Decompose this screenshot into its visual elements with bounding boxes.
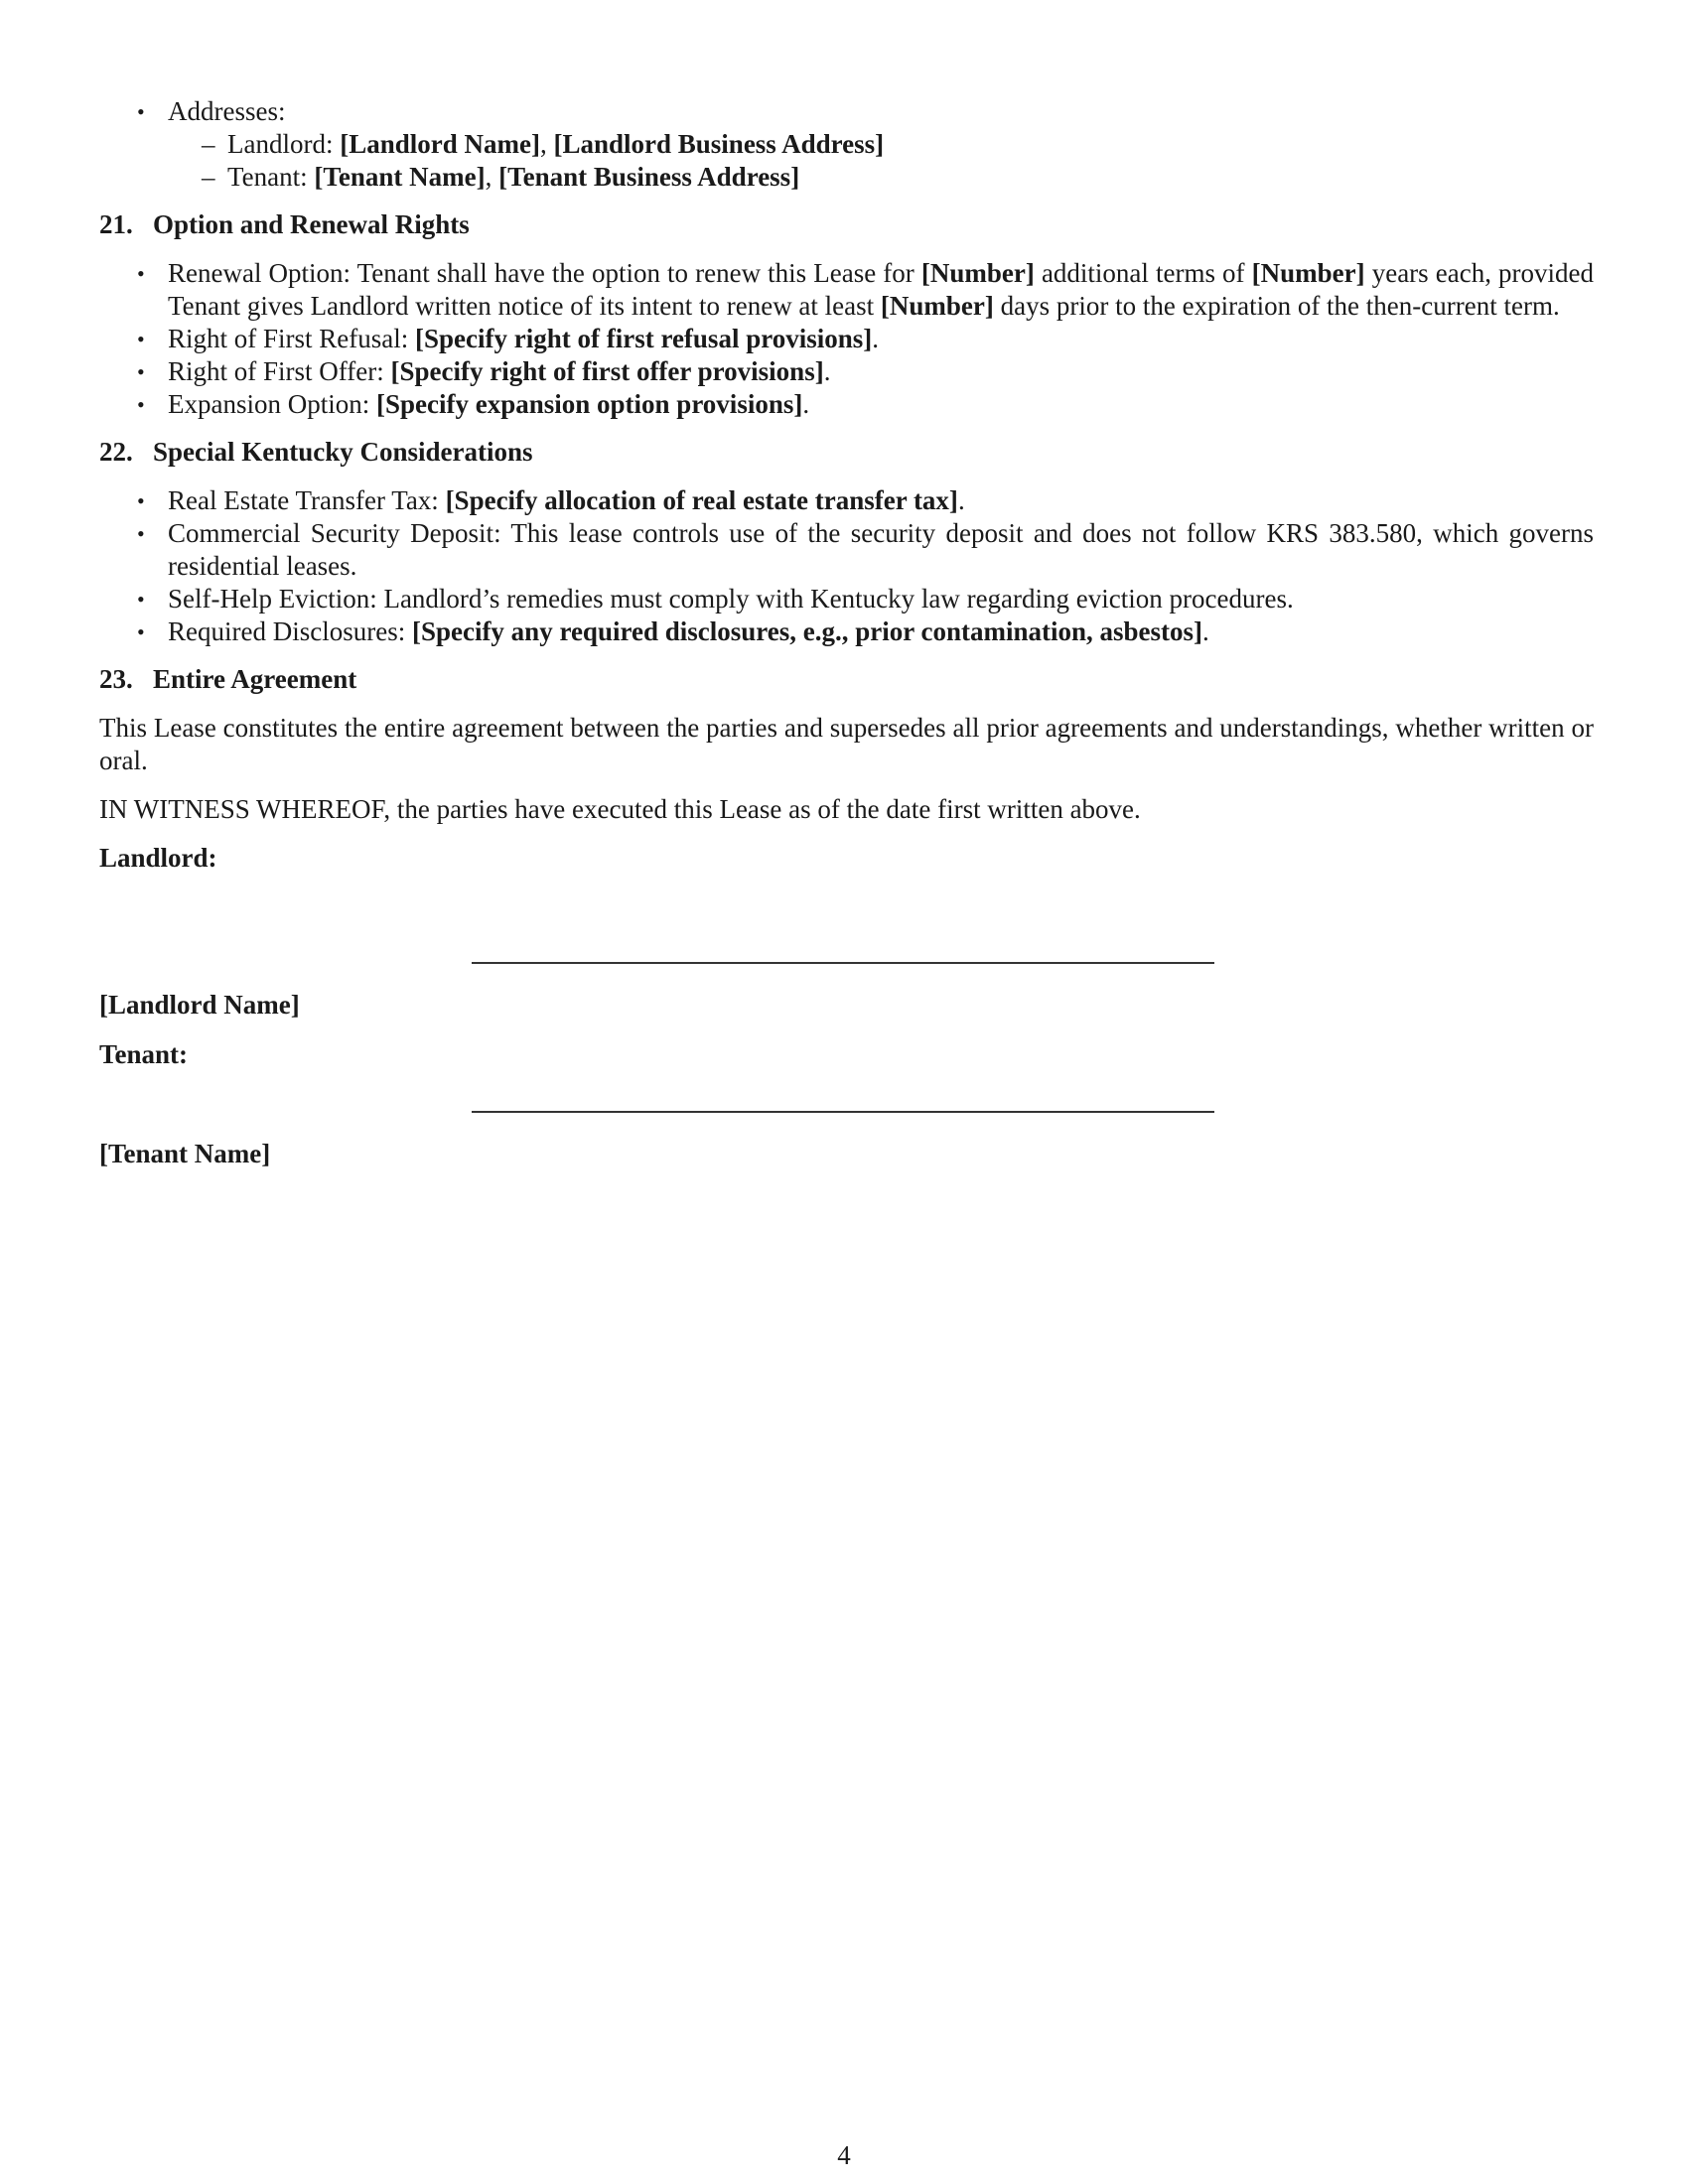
section-21-title: Option and Renewal Rights xyxy=(153,209,470,239)
tenant-address-prefix: Tenant: xyxy=(227,162,315,192)
number-placeholder: [Number] xyxy=(880,291,994,321)
landlord-signature-block xyxy=(99,989,300,1071)
tenant-name-placeholder: [Tenant Name] xyxy=(314,162,486,192)
section-23-heading xyxy=(99,663,1594,696)
addresses-item xyxy=(99,95,1594,194)
period: . xyxy=(957,485,965,515)
landlord-signature-line xyxy=(472,962,1214,964)
landlord-name-text: [Landlord Name] xyxy=(99,990,300,1020)
section-23-title: Entire Agreement xyxy=(153,664,357,694)
section-22-title: Special Kentucky Considerations xyxy=(153,437,533,467)
section-21-list xyxy=(99,257,1594,421)
section-21-number: 21. xyxy=(99,209,133,239)
tenant-name-text: [Tenant Name] xyxy=(99,1139,271,1168)
renewal-option-item xyxy=(99,257,1594,323)
period: . xyxy=(823,356,831,386)
landlord-signature-label xyxy=(99,842,1594,875)
tenant-signature-label xyxy=(99,1038,300,1071)
transfer-tax-placeholder: [Specify allocation of real estate transfer tax] xyxy=(445,485,958,515)
separator: , xyxy=(485,162,499,192)
first-offer-item xyxy=(99,355,1594,388)
first-offer-placeholder: [Specify right of first offer provisions] xyxy=(390,356,824,386)
number-placeholder: [Number] xyxy=(1251,258,1365,288)
transfer-tax-label: Real Estate Transfer Tax: xyxy=(168,485,446,515)
tenant-signature-name xyxy=(99,1138,270,1170)
number-placeholder: [Number] xyxy=(920,258,1035,288)
addresses-sublist xyxy=(168,128,1594,194)
tenant-address-item xyxy=(168,161,1594,194)
landlord-address-placeholder: [Landlord Business Address] xyxy=(553,129,885,159)
first-offer-label: Right of First Offer: xyxy=(168,356,391,386)
landlord-label-text: Landlord: xyxy=(99,843,217,873)
renewal-text: additional terms of xyxy=(1034,258,1252,288)
renewal-text: years each, provided Tenant gives Landlord written notice of its intent to renew at least xyxy=(168,258,1595,321)
first-refusal-item xyxy=(99,323,1594,355)
required-disclosures-placeholder: [Specify any required disclosures, e.g., prior contamination, asbestos] xyxy=(411,616,1202,646)
page-number: 4 xyxy=(837,2140,851,2170)
tenant-address-placeholder: [Tenant Business Address] xyxy=(498,162,800,192)
witness-statement: IN WITNESS WHEREOF, the parties have executed this Lease as of the date first written above. xyxy=(99,794,1141,824)
period: . xyxy=(1201,616,1209,646)
landlord-name-placeholder: [Landlord Name] xyxy=(340,129,540,159)
period: . xyxy=(802,389,810,419)
separator: , xyxy=(539,129,554,159)
section-22-heading xyxy=(99,436,1594,469)
section-22-number: 22. xyxy=(99,437,133,467)
expansion-option-label: Expansion Option: xyxy=(168,389,376,419)
expansion-option-placeholder: [Specify expansion option provisions] xyxy=(376,389,803,419)
first-refusal-placeholder: [Specify right of first refusal provisions] xyxy=(415,324,873,353)
addresses-list xyxy=(99,95,1594,194)
expansion-option-item xyxy=(99,388,1594,421)
period: . xyxy=(872,324,879,353)
section-22-list xyxy=(99,484,1594,648)
landlord-address-item xyxy=(168,128,1594,161)
renewal-text: days prior to the expiration of the then-current term. xyxy=(993,291,1560,321)
section-21-heading xyxy=(99,208,1594,241)
required-disclosures-item xyxy=(99,615,1594,648)
landlord-signature-name xyxy=(99,989,300,1022)
section-23-number: 23. xyxy=(99,664,133,694)
entire-agreement-text: This Lease constitutes the entire agreement between the parties and supersedes all prior agreements and understandings, whether written or oral. xyxy=(99,713,1594,775)
security-deposit-item: • Commercial Security Deposit: This lease controls use of the security deposit and does not follow KRS 383.580, which governs residential leases. xyxy=(99,517,1594,583)
transfer-tax-item xyxy=(99,484,1594,517)
renewal-text: Renewal Option: Tenant shall have the option to renew this Lease for xyxy=(168,258,921,288)
first-refusal-label: Right of First Refusal: xyxy=(168,324,415,353)
required-disclosures-label: Required Disclosures: xyxy=(168,616,412,646)
tenant-signature-line xyxy=(472,1111,1214,1113)
addresses-label: Addresses: xyxy=(168,96,286,126)
tenant-label-text: Tenant: xyxy=(99,1039,189,1069)
tenant-signature-block xyxy=(99,1138,270,1170)
landlord-address-prefix: Landlord: xyxy=(227,129,341,159)
self-help-eviction-item: • Self-Help Eviction: Landlord’s remedies must comply with Kentucky law regarding eviction procedures. xyxy=(99,583,1594,615)
document-page xyxy=(99,95,1594,875)
